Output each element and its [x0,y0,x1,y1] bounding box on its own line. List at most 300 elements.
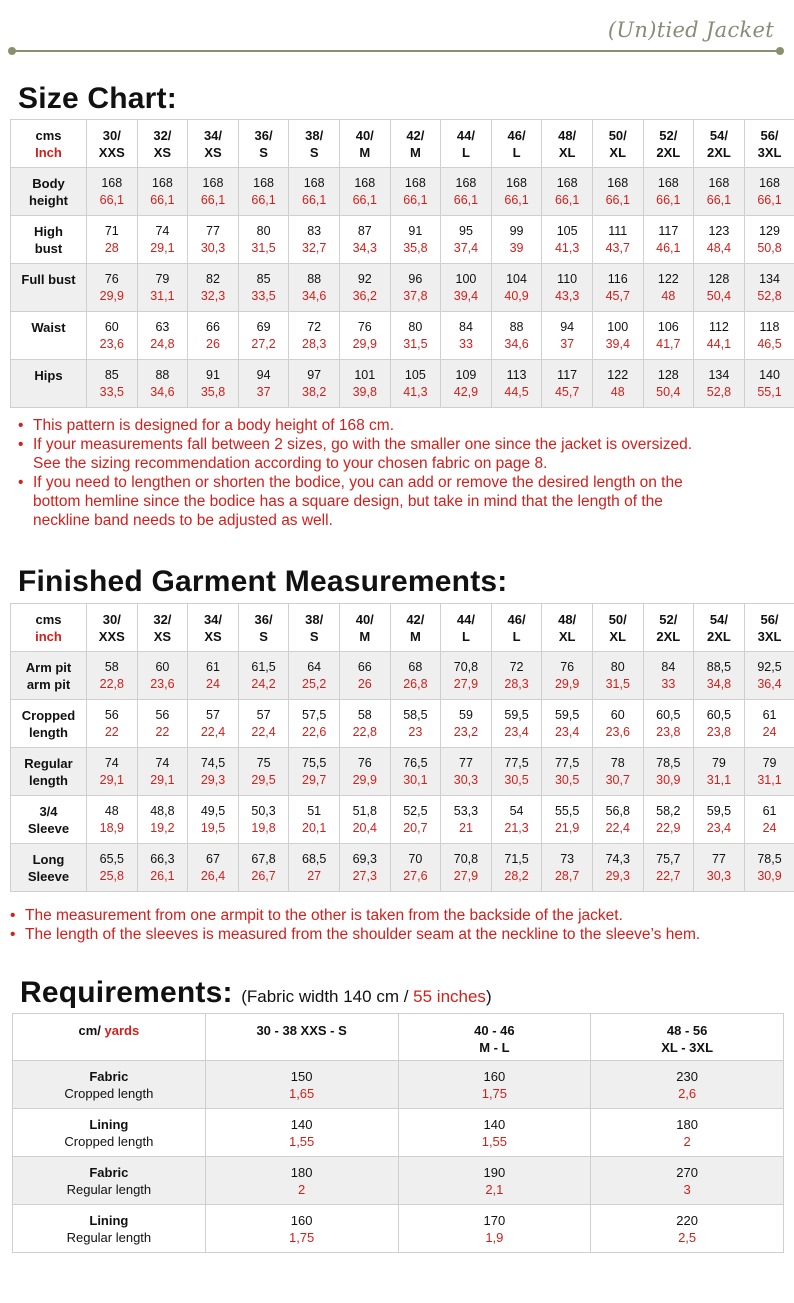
size-letter: XXS [98,144,125,160]
size-header-cell [339,120,390,168]
cm-value: 66 [206,319,220,334]
requirement-cell [591,1061,784,1109]
finished-measurements-notes [10,906,780,944]
size-number: 34/ [203,127,223,143]
subtitle-inches: 55 inches [413,987,486,1006]
inch-value: 27,2 [251,336,276,351]
inch-value: 66,1 [403,192,428,207]
inch-value: 36,4 [757,676,782,691]
requirements-subtitle [241,987,491,1006]
cm-value: 68,5 [302,851,327,866]
cm-value: 78,5 [656,755,681,770]
measurement-cell [87,748,138,796]
measurement-cell [137,700,188,748]
requirement-cell [398,1061,591,1109]
measurement-cell [694,264,745,312]
inch-value: 30,9 [656,772,681,787]
row-label-title: Lining [89,1116,129,1132]
measurement-cell [137,312,188,360]
cm-value: 75 [256,755,271,770]
measurement-cell [238,844,289,892]
measurement-cell [592,796,643,844]
unit-header-cell [11,120,87,168]
inch-value: 28 [104,240,119,255]
inch-value: 66,1 [504,192,529,207]
cm-value: 74 [104,755,119,770]
measurement-cell [238,748,289,796]
row-label-cell [11,168,87,216]
inch-value: 22,9 [656,820,681,835]
measurement-cell [643,312,694,360]
measurement-cell [744,652,794,700]
inch-value: 33 [661,676,676,691]
cm-value: 58,2 [656,803,681,818]
cm-value: 84 [661,659,676,674]
measurement-cell [87,264,138,312]
inch-value: 31,5 [251,240,276,255]
measurement-cell [542,844,593,892]
cm-value: 168 [151,175,173,190]
inch-value: 30,3 [453,772,479,787]
inch-value: 66,1 [554,192,580,207]
inch-value: 29,7 [302,772,327,787]
measurement-cell [441,844,492,892]
yards-value: 1,65 [288,1085,315,1101]
cm-value: 74 [155,223,170,238]
cm-value: 230 [676,1068,698,1084]
measurement-cell [744,700,794,748]
measurement-cell [137,264,188,312]
inch-value: 35,8 [403,240,428,255]
measurement-cell [744,168,794,216]
measurement-cell [87,844,138,892]
size-letter: S [259,628,268,644]
inch-value: 66,1 [99,192,124,207]
cm-value: 79 [762,755,777,770]
inch-value: 31,1 [150,288,175,303]
requirement-cell [205,1109,398,1157]
size-chart-table [10,119,794,408]
note-line: The length of the sleeves is measured from the shoulder seam at the neckline to the sleeve’s hem. [25,926,701,943]
inch-value: 19,8 [251,820,276,835]
cm-value: 122 [607,367,629,382]
inch-value: 31,1 [757,772,782,787]
table-row [13,1205,784,1253]
inch-value: 44,5 [504,384,529,399]
inch-value: 20,1 [302,820,327,835]
row-label-cell [13,1109,206,1157]
cm-value: 94 [256,367,271,382]
measurement-cell [694,796,745,844]
measurement-cell [441,796,492,844]
measurement-cell [238,652,289,700]
row-label-line: Sleeve [27,820,70,836]
size-header-cell [441,604,492,652]
cm-value: 96 [408,271,423,286]
cm-value: 134 [708,367,730,382]
cm-value: 59,5 [554,707,580,722]
measurement-cell [491,796,542,844]
size-number: 52/ [659,127,678,143]
row-label-line: bust [34,240,63,256]
table-row [11,312,794,360]
cm-value: 61 [206,659,220,674]
cm-value: 106 [657,319,679,334]
requirements-title-text: Requirements: [20,976,233,1009]
measurement-cell [694,216,745,264]
cm-value: 55,5 [554,803,580,818]
measurement-cell [289,796,340,844]
measurement-cell [694,312,745,360]
cm-value: 77,5 [554,755,580,770]
divider-dot-left [8,47,16,55]
cm-value: 74 [155,755,170,770]
row-label-line: Full bust [21,272,76,287]
inch-value: 19,2 [150,820,175,835]
bullet-icon: • [10,907,16,924]
inch-value: 30,3 [706,868,732,883]
note-item [10,906,780,925]
cm-value: 168 [708,175,730,190]
table-row [11,748,794,796]
inch-value: 24,2 [251,676,276,691]
note-line: bottom hemline since the bodice has a square design, but take in mind that the length of the [33,493,663,510]
inch-value: 31,5 [403,336,428,351]
cm-value: 77 [711,851,726,866]
inch-value: 29,9 [554,676,580,691]
cm-value: 80 [610,659,625,674]
cm-value: 85 [256,271,271,286]
subtitle-fabric-width: (Fabric width 140 cm / [241,987,414,1006]
bullet-icon: • [18,474,24,491]
size-chart-notes [18,416,788,530]
size-letter: XS [204,628,222,644]
inch-value: 34,3 [352,240,377,255]
measurement-cell [137,360,188,408]
measurement-cell [137,796,188,844]
inch-value: 22,6 [302,724,327,739]
inch-value: 37,8 [403,288,428,303]
measurement-cell [441,312,492,360]
measurement-cell [744,264,794,312]
size-range-line: 48 - 56 [666,1023,708,1038]
cm-value: 56,8 [605,803,630,818]
cm-value: 75,7 [656,851,681,866]
cm-value: 66 [357,659,372,674]
cm-value: 140 [290,1116,313,1132]
table-row [13,1157,784,1205]
measurement-cell [694,844,745,892]
row-label-line: Long [32,851,65,867]
cm-value: 134 [759,271,780,286]
inch-value: 30,1 [403,772,428,787]
size-number: 38/ [305,127,324,143]
size-letter: XS [204,144,222,160]
cm-value: 91 [206,367,220,382]
cm-value: 48 [104,803,119,818]
cm-value: 79 [155,271,170,286]
inch-value: 66,1 [150,192,175,207]
cm-value: 140 [759,367,780,382]
inch-value: 30,5 [554,772,580,787]
measurement-cell [491,168,542,216]
cm-value: 59 [459,707,473,722]
measurement-cell [441,264,492,312]
table-row [11,700,794,748]
inch-value: 23,4 [554,724,580,739]
cm-value: 160 [483,1068,506,1084]
inch-value: 48 [661,288,676,303]
measurement-cell [694,700,745,748]
inch-value: 46,1 [656,240,681,255]
measurement-cell [390,360,441,408]
requirements-table [12,1013,784,1253]
size-number: 40/ [355,127,374,143]
inch-value: 41,7 [656,336,681,351]
measurement-cell [238,168,289,216]
inch-value: 46,5 [757,336,782,351]
cm-value: 60 [104,319,119,334]
measurement-cell [137,844,188,892]
measurement-cell [441,360,492,408]
inch-value: 39 [509,240,524,255]
inch-value: 22,8 [352,724,377,739]
size-number: 30/ [102,127,121,143]
size-header-cell [592,604,643,652]
size-number: 32/ [153,611,172,627]
size-header-cell [339,604,390,652]
size-number: 44/ [456,127,475,143]
cm-value: 100 [455,271,477,286]
size-number: 56/ [760,127,779,143]
size-number: 50/ [608,611,627,627]
measurement-cell [339,168,390,216]
measurement-cell [592,748,643,796]
measurement-cell [441,748,492,796]
cm-value: 71,5 [504,851,529,866]
unit-header-cell [11,604,87,652]
row-label-cell [11,360,87,408]
inch-value: 31,1 [706,772,732,787]
size-letter: XL [609,144,627,160]
finished-measurements-title: Finished Garment Measurements: [18,565,508,598]
note-line: This pattern is designed for a body height of 168 cm. [33,417,395,434]
measurement-cell [188,700,239,748]
inch-value: 23,4 [504,724,529,739]
row-label-sub: Cropped length [64,1133,154,1149]
inch-value: 50,4 [656,384,681,399]
yards-value: 1,55 [481,1133,508,1149]
measurement-cell [390,216,441,264]
cm-value: 80 [256,223,271,238]
header-divider [12,50,780,52]
cm-value: 168 [556,175,578,190]
measurement-cell [87,168,138,216]
size-range-header [591,1014,784,1061]
row-label-cell [11,216,87,264]
note-item [10,925,780,944]
cm-value: 70,8 [453,851,479,866]
size-number: 42/ [406,611,425,627]
row-label-line: High [34,223,63,239]
unit-cm-label: cm/ [78,1023,105,1038]
inch-value: 20,7 [403,820,428,835]
cm-value: 60 [610,707,625,722]
measurement-cell [238,796,289,844]
measurement-cell [188,748,239,796]
cm-value: 84 [459,319,473,334]
measurement-cell [694,652,745,700]
cm-value: 76 [357,319,372,334]
cm-value: 70 [408,851,423,866]
measurement-cell [643,168,694,216]
inch-value: 40,9 [504,288,529,303]
row-label-cell [11,844,87,892]
size-number: 40/ [355,611,374,627]
cm-value: 49,5 [200,803,226,818]
inch-value: 35,8 [200,384,226,399]
requirement-cell [398,1157,591,1205]
note-line: If your measurements fall between 2 sizes, go with the smaller one since the jacket is oversized. [33,436,693,453]
row-label-sub: Cropped length [64,1085,154,1101]
size-letter: XXS [98,628,125,644]
inch-value: 24,8 [150,336,175,351]
measurement-cell [390,748,441,796]
inch-value: 21,3 [504,820,529,835]
measurement-cell [137,168,188,216]
inch-value: 22,4 [605,820,630,835]
size-letter: 2XL [656,628,681,644]
requirement-cell [398,1205,591,1253]
measurement-cell [542,796,593,844]
inch-value: 41,3 [554,240,580,255]
brand-logo: (Un)tied Jacket [607,18,774,42]
size-letter: L [512,144,521,160]
measurement-cell [744,748,794,796]
size-number: 36/ [254,127,273,143]
inch-value: 23,4 [706,820,732,835]
note-line: If you need to lengthen or shorten the bodice, you can add or remove the desired length on the [33,474,683,491]
measurement-cell [542,700,593,748]
size-header-cell [491,604,542,652]
size-number: 50/ [608,127,627,143]
measurement-cell [744,216,794,264]
inch-value: 27,9 [453,676,479,691]
cm-value: 92,5 [757,659,782,674]
measurement-cell [542,360,593,408]
cm-value: 170 [483,1212,506,1228]
inch-value: 37 [256,384,271,399]
size-header-cell [87,120,138,168]
cm-value: 59,5 [504,707,529,722]
cm-value: 91 [408,223,423,238]
inch-value: 23,2 [453,724,479,739]
cm-value: 61,5 [251,659,276,674]
size-letter: 3XL [757,628,782,644]
cm-value: 83 [307,223,322,238]
cm-value: 76 [560,659,575,674]
inch-value: 32,7 [302,240,327,255]
inch-value: 66,1 [453,192,479,207]
row-label-cell [11,652,87,700]
size-number: 54/ [709,127,728,143]
inch-value: 66,1 [757,192,782,207]
cm-value: 58 [104,659,119,674]
measurement-cell [188,216,239,264]
size-header-cell [491,120,542,168]
size-number: 48/ [558,611,577,627]
measurement-cell [441,652,492,700]
cm-value: 88 [509,319,524,334]
inch-value: 28,7 [554,868,580,883]
row-label-line: Regular [24,755,73,771]
cm-value: 112 [708,319,729,334]
inch-value: 52,8 [706,384,732,399]
cm-value: 104 [506,271,527,286]
cm-value: 92 [357,271,372,286]
cm-value: 122 [657,271,679,286]
unit-cm-label: cms [35,127,62,143]
cm-value: 270 [676,1164,698,1180]
measurement-cell [441,700,492,748]
measurement-cell [238,264,289,312]
cm-value: 168 [202,175,224,190]
size-number: 54/ [709,611,728,627]
cm-value: 110 [557,271,578,286]
row-label-sub: Regular length [66,1181,152,1197]
cm-value: 60,5 [656,707,681,722]
row-label-cell [11,312,87,360]
cm-value: 51 [307,803,322,818]
measurement-cell [339,652,390,700]
inch-value: 43,7 [605,240,630,255]
cm-value: 59,5 [706,803,732,818]
measurement-cell [491,312,542,360]
inch-value: 66,1 [605,192,630,207]
measurement-cell [491,748,542,796]
row-label-line: Body [32,175,65,191]
measurement-cell [87,652,138,700]
measurement-cell [441,168,492,216]
inch-value: 44,1 [706,336,732,351]
measurement-cell [339,216,390,264]
requirement-cell [398,1109,591,1157]
measurement-cell [289,216,340,264]
inch-value: 29,3 [605,868,630,883]
cm-value: 56 [104,707,119,722]
cm-value: 168 [354,175,376,190]
note-item [18,473,788,530]
inch-value: 42,9 [453,384,479,399]
requirement-cell [591,1109,784,1157]
measurement-cell [238,360,289,408]
row-label-line: Sleeve [27,868,70,884]
inch-value: 29,1 [99,772,124,787]
cm-value: 80 [408,319,423,334]
inch-value: 37 [560,336,575,351]
size-letter: M [359,144,371,160]
cm-value: 129 [759,223,780,238]
measurement-cell [137,652,188,700]
finished-measurements-table [10,603,794,892]
size-header-cell [238,120,289,168]
divider-dot-right [776,47,784,55]
inch-value: 26,8 [403,676,428,691]
measurement-cell [188,168,239,216]
cm-value: 111 [608,223,628,238]
yards-value: 1,55 [288,1133,315,1149]
cm-value: 168 [759,175,780,190]
